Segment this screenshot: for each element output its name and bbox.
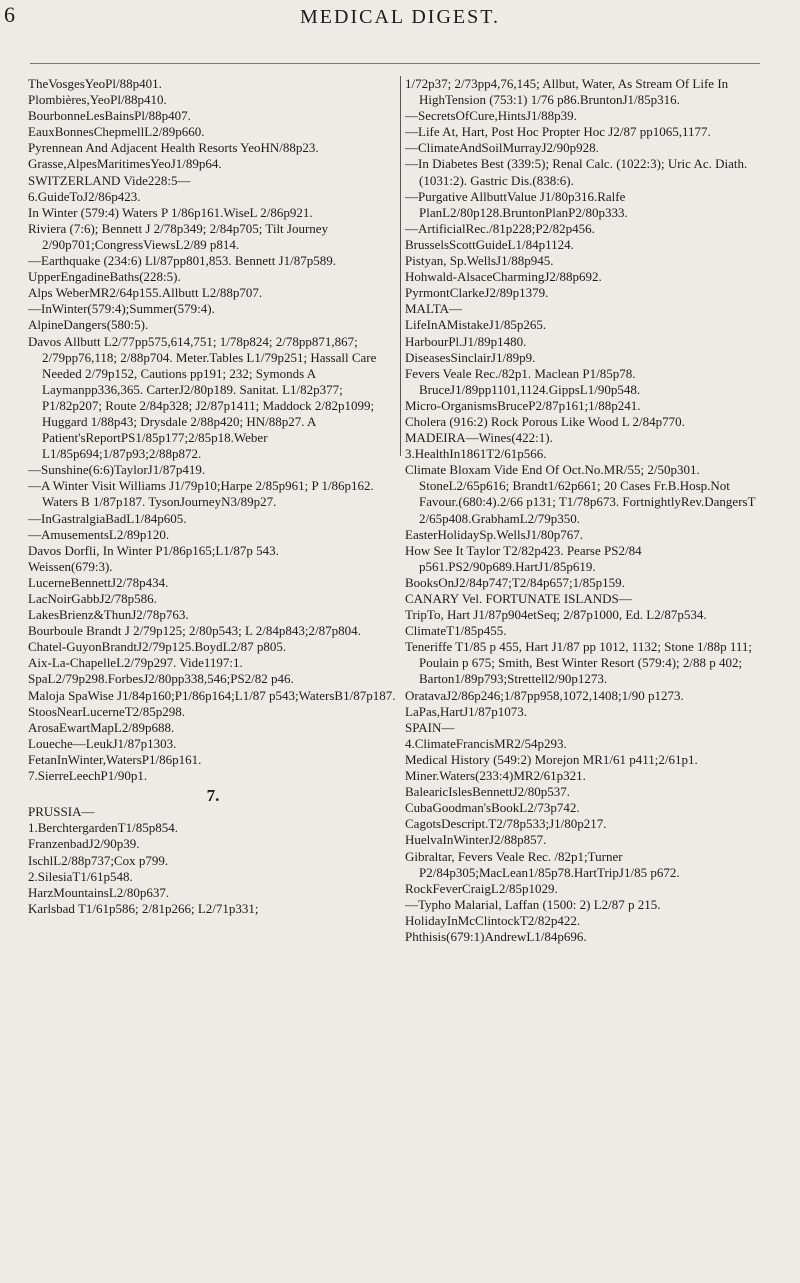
index-entry: DiseasesSinclairJ1/89p9. — [405, 349, 536, 365]
index-entry: RockFeverCraigL2/85p1029. — [405, 880, 558, 896]
index-entry: Riviera (7:6); Bennett J 2/78p349; 2/84p705; Tilt Journey 2/90p701;CongressViewsL2/89 p814. — [28, 220, 329, 252]
index-entry: Hohwald-AlsaceCharmingJ2/88p692. — [405, 269, 602, 285]
index-entry: SPAIN— — [405, 719, 455, 735]
index-entry: Miner.Waters(233:4)MR2/61p321. — [405, 768, 586, 784]
index-entry: TheVosgesYeoPl/88p401. — [28, 76, 162, 91]
index-entry: In Winter (579:4) Waters P 1/86p161.WiseL 2/86p921. — [28, 204, 313, 220]
index-entry: Loueche—LeukJ1/87p1303. — [28, 735, 177, 751]
index-entry: BrusselsScottGuideL1/84p1124. — [405, 236, 574, 252]
index-entry: Gibraltar, Fevers Veale Rec. /82p1;Turner P2/84p305;MacLean1/85p78.HartTripJ1/85 p672. — [405, 848, 680, 880]
index-entry: HolidayInMcClintockT2/82p422. — [405, 912, 581, 928]
index-entry: 6.GuideToJ2/86p423. — [28, 188, 141, 204]
index-entry: HarzMountainsL2/80p637. — [28, 884, 170, 900]
index-entry: SWITZERLAND Vide228:5— — [28, 172, 191, 188]
index-entry: Chatel-GuyonBrandtJ2/79p125.BoydL2/87 p805. — [28, 639, 287, 655]
index-entry: 1.BerchtergardenT1/85p854. — [28, 820, 178, 836]
index-entry: Alps WeberMR2/64p155.Allbutt L2/88p707. — [28, 285, 263, 301]
index-entry: 3.HealthIn1861T2/61p566. — [405, 446, 547, 462]
index-entry: HarbourPl.J1/89p1480. — [405, 333, 527, 349]
index-entry: LucerneBennettJ2/78p434. — [28, 574, 169, 590]
index-entry: 7. — [206, 786, 220, 806]
index-entry: PRUSSIA— — [28, 804, 95, 820]
index-entry: UpperEngadineBaths(228:5). — [28, 269, 181, 285]
index-entry: —Purgative AllbuttValue J1/80p316.Ralfe PlanL2/80p128.BruntonPlanP2/80p333. — [405, 188, 628, 220]
index-entry: Grasse,AlpesMaritimesYeoJ1/89p64. — [28, 156, 222, 172]
index-entry: LaPas,HartJ1/87p1073. — [405, 703, 528, 719]
index-entry: AlpineDangers(580:5). — [28, 317, 149, 333]
index-entry: —AmusementsL2/89p120. — [28, 526, 170, 542]
index-entry: —A Winter Visit Williams J1/79p10;Harpe 2/85p961; P 1/86p162. Waters B 1/87p187. TysonJourneyN3/89p27. — [28, 478, 374, 510]
index-entry: CagotsDescript.T2/78p533;J1/80p217. — [405, 816, 607, 832]
index-entry: BooksOnJ2/84p747;T2/84p657;1/85p159. — [405, 574, 625, 590]
column-divider — [400, 76, 401, 456]
index-entry: 2.SilesiaT1/61p548. — [28, 868, 133, 884]
running-title: MEDICAL DIGEST. — [300, 6, 500, 28]
index-entry: Aix-La-ChapelleL2/79p297. Vide1197:1. — [28, 655, 243, 671]
index-entry: LacNoirGabbJ2/78p586. — [28, 591, 157, 606]
index-entry: —Earthquake (234:6) Ll/87pp801,853. Bennett J1/87p589. — [28, 253, 336, 269]
index-entry: Micro-OrganismsBruceP2/87p161;1/88p241. — [405, 397, 641, 413]
index-entry: —InWinter(579:4);Summer(579:4). — [28, 301, 215, 317]
index-entry: Climate Bloxam Vide End Of Oct.No.MR/55; 2/50p301. StoneL2/65p616; Brandt1/62p661; 20 Cases Fr.B.Hosp.Not Favour.(680:4).2/66 p131; T1/78p673. FortnightlyRev.DangersT 2/65p408.GrabhamL2/79p350. — [405, 462, 756, 526]
index-entry: Medical History (549:2) Morejon MR1/61 p411;2/61p1. — [405, 751, 698, 767]
index-entry: 7.SierreLeechP1/90p1. — [28, 768, 148, 784]
index-entry: Weissen(679:3). — [28, 558, 113, 574]
index-entry: 4.ClimateFrancisMR2/54p293. — [405, 735, 567, 751]
index-entry: BalearicIslesBennettJ2/80p537. — [405, 784, 570, 800]
header-rule — [30, 63, 760, 64]
index-entry: EasterHolidaySp.WellsJ1/80p767. — [405, 526, 584, 542]
index-entry: Cholera (916:2) Rock Porous Like Wood L 2/84p770. — [405, 413, 685, 429]
index-entry: HuelvaInWinterJ2/88p857. — [405, 832, 547, 848]
index-entry: Pyrennean And Adjacent Health Resorts YeoHN/88p23. — [28, 140, 319, 156]
index-entry: —Typho Malarial, Laffan (1500: 2) L2/87 p 215. — [405, 896, 661, 912]
index-entry: 1/72p37; 2/73pp4,76,145; Allbut, Water, As Stream Of Life In HighTension (753:1) 1/76 p86.BruntonJ1/85p316. — [405, 76, 729, 108]
index-entry: Phthisis(679:1)AndrewL1/84p696. — [405, 928, 587, 944]
index-entry: MADEIRA—Wines(422:1). — [405, 430, 553, 446]
index-entry: OratavaJ2/86p246;1/87pp958,1072,1408;1/90 p1273. — [405, 687, 684, 703]
index-entry: StoosNearLucerneT2/85p298. — [28, 703, 186, 719]
index-entry: EauxBonnesChepmellL2/89p660. — [28, 124, 205, 140]
index-entry: Teneriffe T1/85 p 455, Hart J1/87 pp 1012, 1132; Stone 1/88p 111; Poulain p 675; Smith, Best Winter Resort (579:4); 2/88 p 402; Barton1/89p793;Strettell2/90p1273. — [405, 639, 753, 687]
index-entry: Davos Dorfli, In Winter P1/86p165;L1/87p 543. — [28, 542, 279, 558]
index-entry: Plombières,YeoPl/88p410. — [28, 92, 167, 108]
index-entry: Karlsbad T1/61p586; 2/81p266; L2/71p331; — [28, 900, 259, 916]
left-column — [28, 76, 398, 917]
index-entry: Maloja SpaWise J1/84p160;P1/86p164;L1/87 p543;WatersB1/87p187. — [28, 687, 396, 703]
index-entry: FetanInWinter,WatersP1/86p161. — [28, 751, 202, 767]
index-entry: —ClimateAndSoilMurrayJ2/90p928. — [405, 140, 599, 156]
index-entry: CubaGoodman'sBookL2/73p742. — [405, 800, 580, 816]
index-entry: —ArtificialRec./81p228;P2/82p456. — [405, 220, 595, 236]
index-entry: FranzenbadJ2/90p39. — [28, 836, 140, 852]
index-entry: —In Diabetes Best (339:5); Renal Calc. (1022:3); Uric Ac. Diath. (1031:2). Gastric Dis.(838:6). — [405, 156, 748, 188]
index-entry: —InGastralgiaBadL1/84p605. — [28, 510, 187, 526]
index-entry: Bourboule Brandt J 2/79p125; 2/80p543; L 2/84p843;2/87p804. — [28, 623, 361, 639]
index-entry: Fevers Veale Rec./82p1. Maclean P1/85p78. BruceJ1/89pp1101,1124.GippsL1/90p548. — [405, 365, 641, 397]
index-entry: Pistyan, Sp.WellsJ1/88p945. — [405, 253, 554, 269]
index-entry: TripTo, Hart J1/87p904etSeq; 2/87p1000, Ed. L2/87p534. — [405, 607, 707, 623]
page-number: 6 — [4, 2, 15, 27]
index-entry: How See It Taylor T2/82p423. Pearse PS2/84 p561.PS2/90p689.HartJ1/85p619. — [405, 542, 642, 574]
index-entry: BourbonneLesBainsPl/88p407. — [28, 108, 191, 124]
index-entry: IschlL2/88p737;Cox p799. — [28, 852, 169, 868]
index-entry: —Life At, Hart, Post Hoc Propter Hoc J2/87 pp1065,1177. — [405, 124, 711, 140]
index-entry: ClimateT1/85p455. — [405, 623, 507, 639]
index-entry: —Sunshine(6:6)TaylorJ1/87p419. — [28, 462, 206, 478]
index-entry: ArosaEwartMapL2/89p688. — [28, 719, 175, 735]
index-entry: LifeInAMistakeJ1/85p265. — [405, 317, 547, 333]
right-column — [405, 76, 770, 945]
index-entry: PyrmontClarkeJ2/89p1379. — [405, 285, 549, 301]
index-entry: —SecretsOfCure,HintsJ1/88p39. — [405, 108, 577, 124]
index-entry: MALTA— — [405, 301, 462, 317]
index-entry: SpaL2/79p298.ForbesJ2/80pp338,546;PS2/82 p46. — [28, 671, 294, 687]
index-entry: LakesBrienz&ThunJ2/78p763. — [28, 607, 189, 623]
index-entry: CANARY Vel. FORTUNATE ISLANDS— — [405, 591, 632, 606]
index-entry: Davos Allbutt L2/77pp575,614,751; 1/78p824; 2/78pp871,867; 2/79pp76,118; 2/88p704. Meter.Tables L1/79p251; Hassall Care Needed 2/79p152, Cautions pp191; 232; Symonds A Laymanpp336,365. CarterJ2/80p189. Sanitat. L1/82p377; P1/82p207; Route 2/84p328; J2/87p1411; Maddock 2/82p1099; Huggard 1/88p43; Drysdale 2/88p420; HN/88p27. A Patient'sReportPS1/85p177;2/85p18.Weber L1/85p694;1/87p93;2/88p872. — [28, 333, 377, 462]
